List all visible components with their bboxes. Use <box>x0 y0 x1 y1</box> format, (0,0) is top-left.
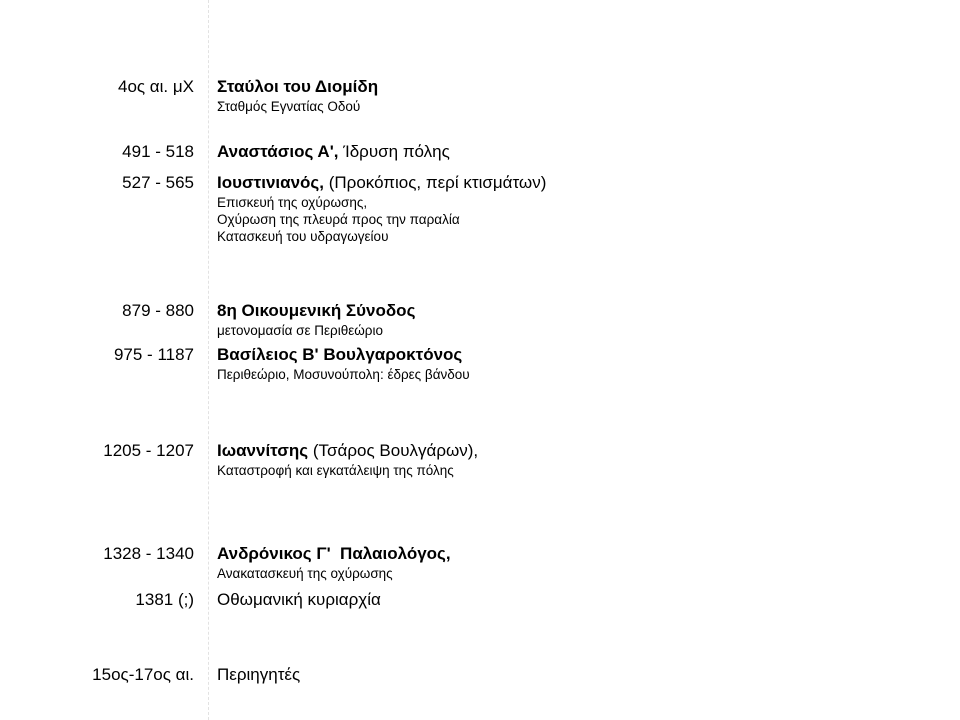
entry-date: 527 - 565 <box>122 173 194 192</box>
entry-detail: Οχύρωση της πλευρά προς την παραλία <box>217 212 460 227</box>
entry-title-rest: (Προκόπιος, περί κτισμάτων) <box>323 173 547 192</box>
entry-date: 879 - 880 <box>122 301 194 320</box>
entry-title-rest: Ίδρυση πόλης <box>338 142 450 161</box>
entry-title-bold: Σταύλοι του Διομίδη <box>217 77 379 96</box>
entry-title-bold: Ιουστινιανός, <box>217 173 324 192</box>
entry-title-bold: 8η Οικουμενική Σύνοδος <box>217 301 416 320</box>
entry-date: 4ος αι. μΧ <box>117 77 194 96</box>
entry-title <box>217 543 451 565</box>
entry-date: 491 - 518 <box>122 142 194 161</box>
entry-title <box>217 76 378 98</box>
entry-detail: Περιθεώριο, Μοσυνούπολη: έδρες βάνδου <box>217 367 470 382</box>
entry-title-bold: Βασίλειος Β' Βουλγαροκτόνος <box>217 345 463 364</box>
entry-detail: Κατασκευή του υδραγωγείου <box>217 229 389 244</box>
entry-date: 975 - 1187 <box>113 345 194 364</box>
entry-detail: Ανακατασκευή της οχύρωσης <box>217 566 393 581</box>
entry-title-bold: Ιωαννίτσης <box>217 441 309 460</box>
entry-detail: μετονομασία σε Περιθεώριο <box>217 323 383 338</box>
entry-title <box>217 344 462 366</box>
entry-date: 15ος-17ος αι. <box>92 665 194 684</box>
entry-date: 1381 (;) <box>135 590 194 609</box>
entry-title-rest: Οθωμανική κυριαρχία <box>217 590 381 609</box>
entry-title-rest: Περιηγητές <box>217 665 301 684</box>
entry-date: 1328 - 1340 <box>103 544 194 563</box>
entry-detail: Επισκευή της οχύρωσης, <box>217 195 368 210</box>
entry-title <box>217 440 478 462</box>
entry-title-bold: Ανδρόνικος Γ' Παλαιολόγος, <box>217 544 451 563</box>
column-divider <box>208 0 209 720</box>
entry-title <box>217 300 415 322</box>
entry-detail: Σταθμός Εγνατίας Οδού <box>217 99 361 114</box>
entry-title <box>217 141 450 163</box>
entry-title <box>217 664 300 686</box>
entry-title-bold: Αναστάσιος Α', <box>217 142 339 161</box>
entry-date: 1205 - 1207 <box>103 441 194 460</box>
entry-title-rest: (Τσάρος Βουλγάρων), <box>308 441 479 460</box>
entry-title <box>217 172 546 194</box>
entry-title <box>217 589 381 611</box>
entry-detail: Καταστροφή και εγκατάλειψη της πόλης <box>217 463 454 478</box>
